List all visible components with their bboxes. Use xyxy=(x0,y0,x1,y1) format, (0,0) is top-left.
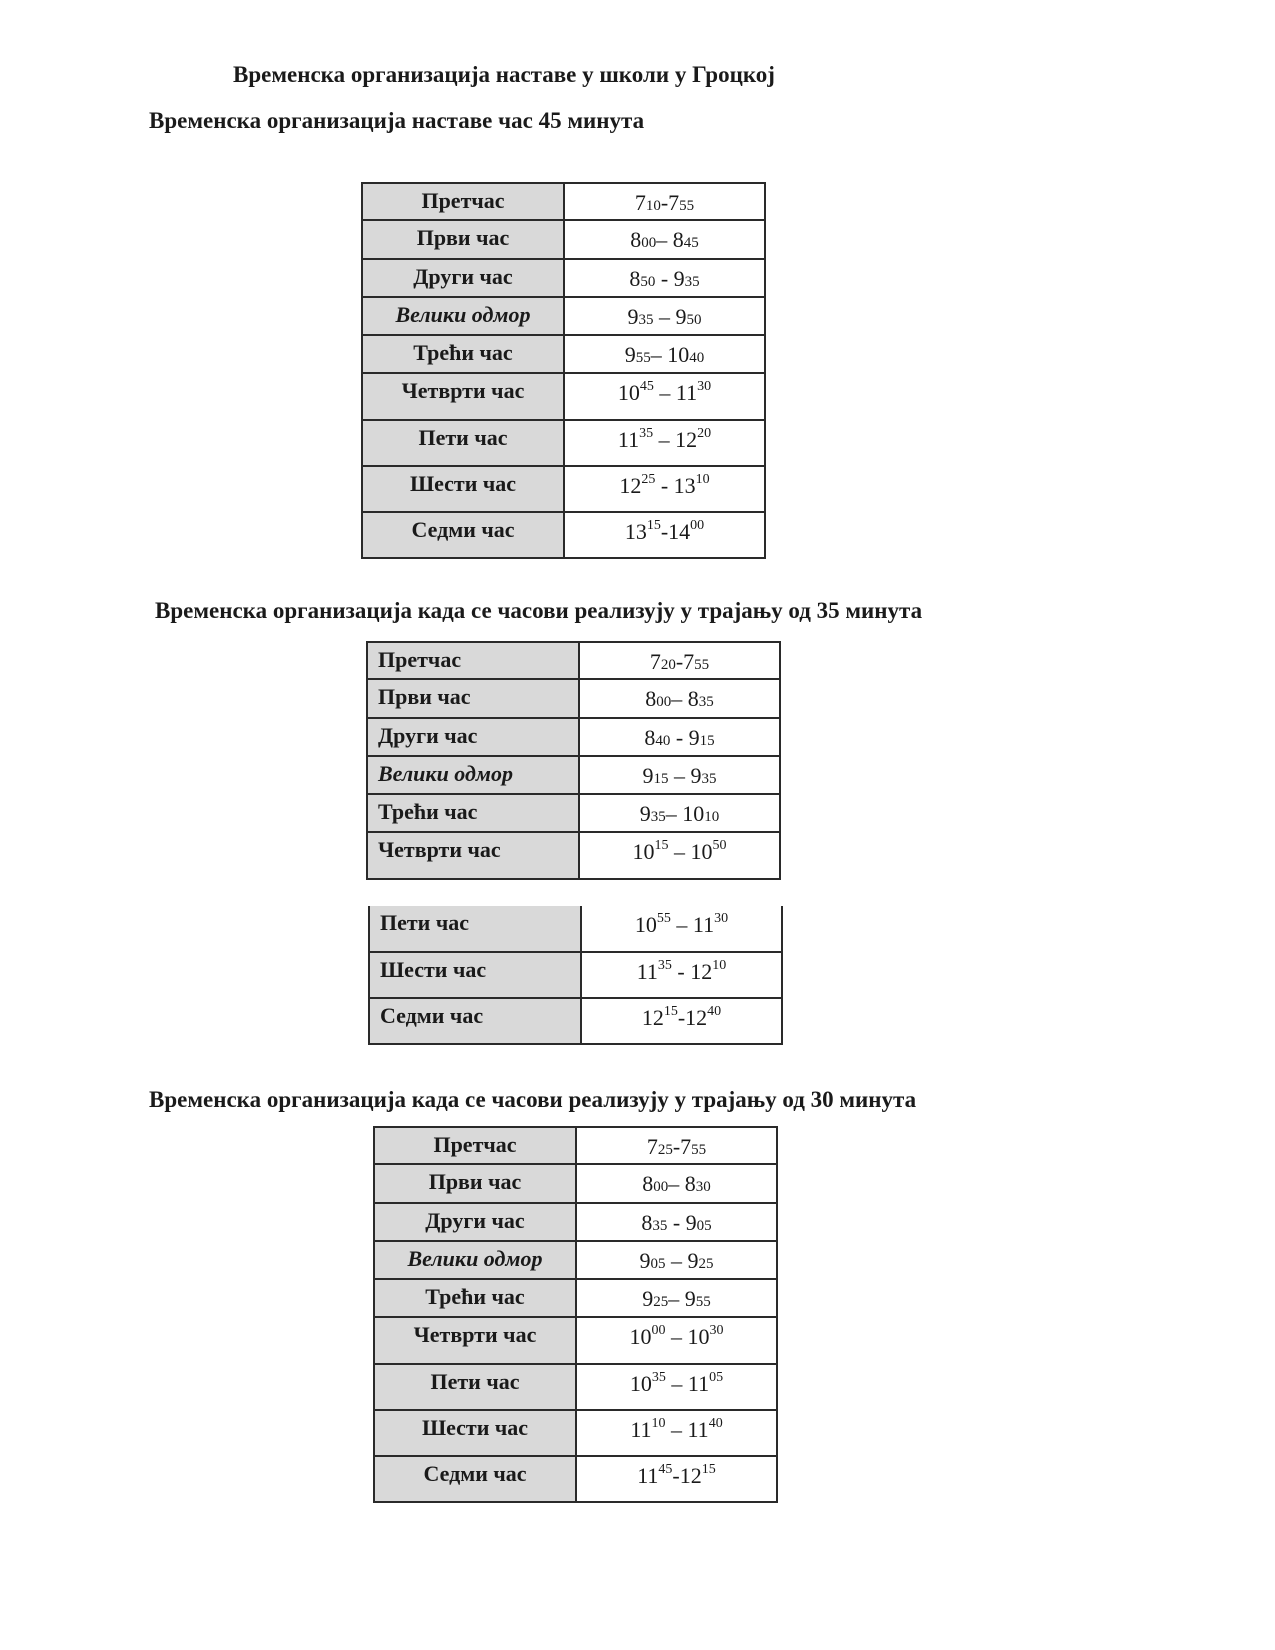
time-hour: 11 xyxy=(617,427,640,452)
time-minute: 40 xyxy=(708,1415,723,1431)
time-hour: 10 xyxy=(667,342,690,367)
time-hour: 11 xyxy=(636,959,658,984)
time-separator: – xyxy=(665,1417,688,1442)
time-minute: 55 xyxy=(635,350,651,366)
section-heading-30: Временска организација када се часови реализују у трајању од 30 минута xyxy=(149,1087,917,1112)
time-hour: 12 xyxy=(685,1005,708,1030)
table-row xyxy=(362,373,765,420)
time-hour: 9 xyxy=(627,304,639,329)
period-time xyxy=(564,335,765,373)
time-minute: 35 xyxy=(684,274,700,290)
time-separator: - xyxy=(671,959,691,984)
time-minute: 00 xyxy=(653,1179,669,1195)
period-label: Велики одмор xyxy=(362,297,564,335)
time-hour: 10 xyxy=(632,839,655,864)
period-label: Трећи час xyxy=(362,335,564,373)
time-separator: - xyxy=(655,266,674,291)
period-time xyxy=(576,1127,777,1164)
time-minute: 15 xyxy=(699,733,715,749)
table-row xyxy=(369,952,782,998)
period-label: Седми час xyxy=(362,512,564,558)
table-row xyxy=(362,420,765,466)
time-separator: – xyxy=(670,912,693,937)
time-separator: - xyxy=(670,725,689,750)
table-row xyxy=(374,1410,777,1456)
document-title: Временска организација наставе у школи у Гроцкој xyxy=(233,62,775,87)
period-time xyxy=(576,1203,777,1241)
period-label: Први час xyxy=(374,1164,576,1203)
time-minute: 30 xyxy=(697,378,712,394)
period-label: Први час xyxy=(367,679,579,718)
period-time xyxy=(579,832,780,879)
time-minute: 40 xyxy=(707,1003,722,1019)
period-label: Други час xyxy=(362,259,564,297)
period-time xyxy=(564,220,765,259)
period-label: Четврти час xyxy=(367,832,579,879)
time-minute: 35 xyxy=(651,1369,666,1385)
period-label: Седми час xyxy=(369,998,581,1044)
table-row xyxy=(369,998,782,1044)
time-minute: 10 xyxy=(695,471,710,487)
time-hour: 9 xyxy=(690,763,702,788)
period-label: Велики одмор xyxy=(374,1241,576,1279)
period-time xyxy=(564,183,765,220)
time-hour: 7 xyxy=(680,1134,692,1159)
time-hour: 9 xyxy=(639,801,651,826)
period-time xyxy=(576,1364,777,1410)
table-row xyxy=(367,642,780,679)
time-hour: 10 xyxy=(629,1324,652,1349)
period-time xyxy=(576,1456,777,1502)
section-heading-45: Временска организација наставе час 45 минута xyxy=(149,108,645,133)
period-label: Шести час xyxy=(374,1410,576,1456)
time-hour: 11 xyxy=(637,1463,659,1488)
time-minute: 15 xyxy=(701,1461,716,1477)
period-time xyxy=(564,297,765,335)
time-minute: 10 xyxy=(712,957,727,973)
time-separator: – xyxy=(665,1324,688,1349)
time-separator: – xyxy=(656,227,673,252)
time-hour: 9 xyxy=(684,1286,696,1311)
table-row xyxy=(374,1203,777,1241)
period-label: Седми час xyxy=(374,1456,576,1502)
time-minute: 25 xyxy=(657,1142,673,1158)
period-time xyxy=(564,259,765,297)
time-minute: 15 xyxy=(654,837,669,853)
period-label: Шести час xyxy=(362,466,564,512)
period-time xyxy=(564,466,765,512)
period-label: Претчас xyxy=(367,642,579,679)
period-label: Претчас xyxy=(362,183,564,220)
time-minute: 35 xyxy=(701,771,717,787)
time-minute: 15 xyxy=(646,517,661,533)
time-hour: 8 xyxy=(672,227,684,252)
time-minute: 05 xyxy=(696,1218,712,1234)
time-separator: - xyxy=(667,1210,686,1235)
period-time xyxy=(576,1317,777,1364)
time-minute: 20 xyxy=(697,425,712,441)
time-minute: 55 xyxy=(695,1294,711,1310)
time-hour: 13 xyxy=(624,519,647,544)
schedule-table-35 xyxy=(366,641,781,880)
period-time xyxy=(579,756,780,794)
period-label: Трећи час xyxy=(367,794,579,832)
time-hour: 8 xyxy=(644,725,656,750)
time-minute: 40 xyxy=(689,350,705,366)
time-minute: 20 xyxy=(660,657,676,673)
period-label: Шести час xyxy=(369,952,581,998)
time-separator: – xyxy=(653,380,676,405)
time-minute: 30 xyxy=(695,1179,711,1195)
period-label: Пети час xyxy=(362,420,564,466)
time-minute: 35 xyxy=(657,957,672,973)
table-row xyxy=(367,794,780,832)
time-separator: - xyxy=(672,1134,681,1159)
time-separator: - xyxy=(672,1463,680,1488)
period-time xyxy=(564,512,765,558)
time-minute: 25 xyxy=(641,471,656,487)
time-hour: 7 xyxy=(683,649,695,674)
schedule-table-45 xyxy=(361,182,766,559)
time-hour: 11 xyxy=(687,1417,709,1442)
time-hour: 7 xyxy=(649,649,661,674)
time-hour: 8 xyxy=(630,227,642,252)
table-row xyxy=(362,297,765,335)
time-hour: 8 xyxy=(687,686,699,711)
table-row xyxy=(374,1164,777,1203)
time-minute: 30 xyxy=(709,1322,724,1338)
time-separator: – xyxy=(668,1286,685,1311)
time-separator: - xyxy=(675,649,684,674)
time-hour: 11 xyxy=(692,912,715,937)
time-hour: 8 xyxy=(641,1210,653,1235)
time-minute: 50 xyxy=(686,312,702,328)
time-hour: 9 xyxy=(642,763,654,788)
time-minute: 35 xyxy=(639,425,654,441)
time-minute: 40 xyxy=(655,733,671,749)
period-time xyxy=(576,1164,777,1203)
time-hour: 10 xyxy=(682,801,705,826)
time-minute: 00 xyxy=(690,517,705,533)
time-hour: 10 xyxy=(690,839,713,864)
time-hour: 13 xyxy=(673,473,696,498)
time-minute: 35 xyxy=(650,809,666,825)
time-minute: 45 xyxy=(658,1461,673,1477)
time-minute: 35 xyxy=(698,694,714,710)
time-hour: 11 xyxy=(675,380,698,405)
time-minute: 45 xyxy=(683,235,699,251)
schedule-table-35-continued xyxy=(368,906,783,1045)
period-time xyxy=(581,952,782,998)
table-row xyxy=(367,756,780,794)
time-hour: 10 xyxy=(617,380,640,405)
time-minute: 10 xyxy=(651,1415,666,1431)
table-row xyxy=(362,183,765,220)
period-label: Пети час xyxy=(369,906,581,952)
time-minute: 10 xyxy=(645,198,661,214)
period-time xyxy=(564,373,765,420)
period-time xyxy=(579,642,780,679)
time-hour: 9 xyxy=(685,1210,697,1235)
time-hour: 11 xyxy=(687,1371,710,1396)
time-minute: 45 xyxy=(639,378,654,394)
time-hour: 9 xyxy=(673,266,685,291)
time-hour: 14 xyxy=(668,519,691,544)
period-time xyxy=(581,998,782,1044)
time-hour: 9 xyxy=(688,725,700,750)
time-minute: 05 xyxy=(709,1369,724,1385)
time-hour: 7 xyxy=(668,190,680,215)
time-separator: – xyxy=(668,1171,685,1196)
period-label: Други час xyxy=(374,1203,576,1241)
period-label: Пети час xyxy=(374,1364,576,1410)
time-hour: 7 xyxy=(634,190,646,215)
time-hour: 9 xyxy=(624,342,636,367)
table-row xyxy=(367,718,780,756)
time-minute: 55 xyxy=(694,657,710,673)
time-minute: 55 xyxy=(691,1142,707,1158)
time-separator: - xyxy=(677,1005,686,1030)
table-row xyxy=(362,259,765,297)
time-minute: 55 xyxy=(679,198,695,214)
time-separator: – xyxy=(650,342,668,367)
time-minute: 15 xyxy=(663,1003,678,1019)
time-minute: 50 xyxy=(640,274,656,290)
time-minute: 10 xyxy=(704,809,720,825)
table-row xyxy=(362,466,765,512)
period-time xyxy=(581,906,782,952)
time-hour: 12 xyxy=(641,1005,664,1030)
time-minute: 25 xyxy=(653,1294,669,1310)
period-time xyxy=(576,1410,777,1456)
table-row xyxy=(374,1317,777,1364)
time-separator: - xyxy=(660,519,669,544)
time-minute: 00 xyxy=(651,1322,666,1338)
period-time xyxy=(579,718,780,756)
time-minute: 35 xyxy=(638,312,654,328)
time-minute: 15 xyxy=(653,771,669,787)
period-time xyxy=(579,679,780,718)
table-row xyxy=(367,679,780,718)
time-hour: 12 xyxy=(679,1463,702,1488)
time-minute: 55 xyxy=(656,910,671,926)
period-label: Други час xyxy=(367,718,579,756)
table-row xyxy=(374,1456,777,1502)
time-hour: 9 xyxy=(687,1248,699,1273)
time-separator: – xyxy=(653,304,676,329)
table-row xyxy=(374,1127,777,1164)
time-separator: - xyxy=(660,190,669,215)
table-row xyxy=(374,1364,777,1410)
period-time xyxy=(564,420,765,466)
time-minute: 50 xyxy=(712,837,727,853)
period-label: Први час xyxy=(362,220,564,259)
time-hour: 10 xyxy=(629,1371,652,1396)
time-hour: 10 xyxy=(634,912,657,937)
time-hour: 12 xyxy=(675,427,698,452)
time-hour: 9 xyxy=(639,1248,651,1273)
time-hour: 12 xyxy=(619,473,642,498)
time-minute: 00 xyxy=(656,694,672,710)
period-label: Четврти час xyxy=(362,373,564,420)
table-row xyxy=(362,512,765,558)
time-hour: 7 xyxy=(646,1134,658,1159)
schedule-table-30 xyxy=(373,1126,778,1503)
table-row xyxy=(374,1279,777,1317)
period-label: Претчас xyxy=(374,1127,576,1164)
time-separator: – xyxy=(668,839,691,864)
time-minute: 05 xyxy=(650,1256,666,1272)
time-minute: 30 xyxy=(714,910,729,926)
period-label: Велики одмор xyxy=(367,756,579,794)
time-separator: – xyxy=(665,1371,688,1396)
time-hour: 12 xyxy=(690,959,713,984)
table-row xyxy=(369,906,782,952)
time-hour: 11 xyxy=(630,1417,652,1442)
time-separator: – xyxy=(653,427,676,452)
table-row xyxy=(362,220,765,259)
time-minute: 00 xyxy=(641,235,657,251)
time-hour: 8 xyxy=(642,1171,654,1196)
time-hour: 9 xyxy=(675,304,687,329)
time-hour: 9 xyxy=(642,1286,654,1311)
period-label: Четврти час xyxy=(374,1317,576,1364)
period-time xyxy=(576,1241,777,1279)
time-hour: 8 xyxy=(629,266,641,291)
time-minute: 25 xyxy=(698,1256,714,1272)
period-time xyxy=(579,794,780,832)
period-label: Трећи час xyxy=(374,1279,576,1317)
time-separator: – xyxy=(665,801,683,826)
time-hour: 8 xyxy=(645,686,657,711)
table-row xyxy=(367,832,780,879)
section-heading-35: Временска организација када се часови реализују у трајању од 35 минута xyxy=(155,598,923,623)
time-separator: – xyxy=(665,1248,688,1273)
time-separator: – xyxy=(668,763,691,788)
time-hour: 10 xyxy=(687,1324,710,1349)
table-row xyxy=(374,1241,777,1279)
time-minute: 35 xyxy=(652,1218,668,1234)
time-separator: - xyxy=(655,473,674,498)
time-hour: 8 xyxy=(684,1171,696,1196)
time-separator: – xyxy=(671,686,688,711)
table-row xyxy=(362,335,765,373)
period-time xyxy=(576,1279,777,1317)
